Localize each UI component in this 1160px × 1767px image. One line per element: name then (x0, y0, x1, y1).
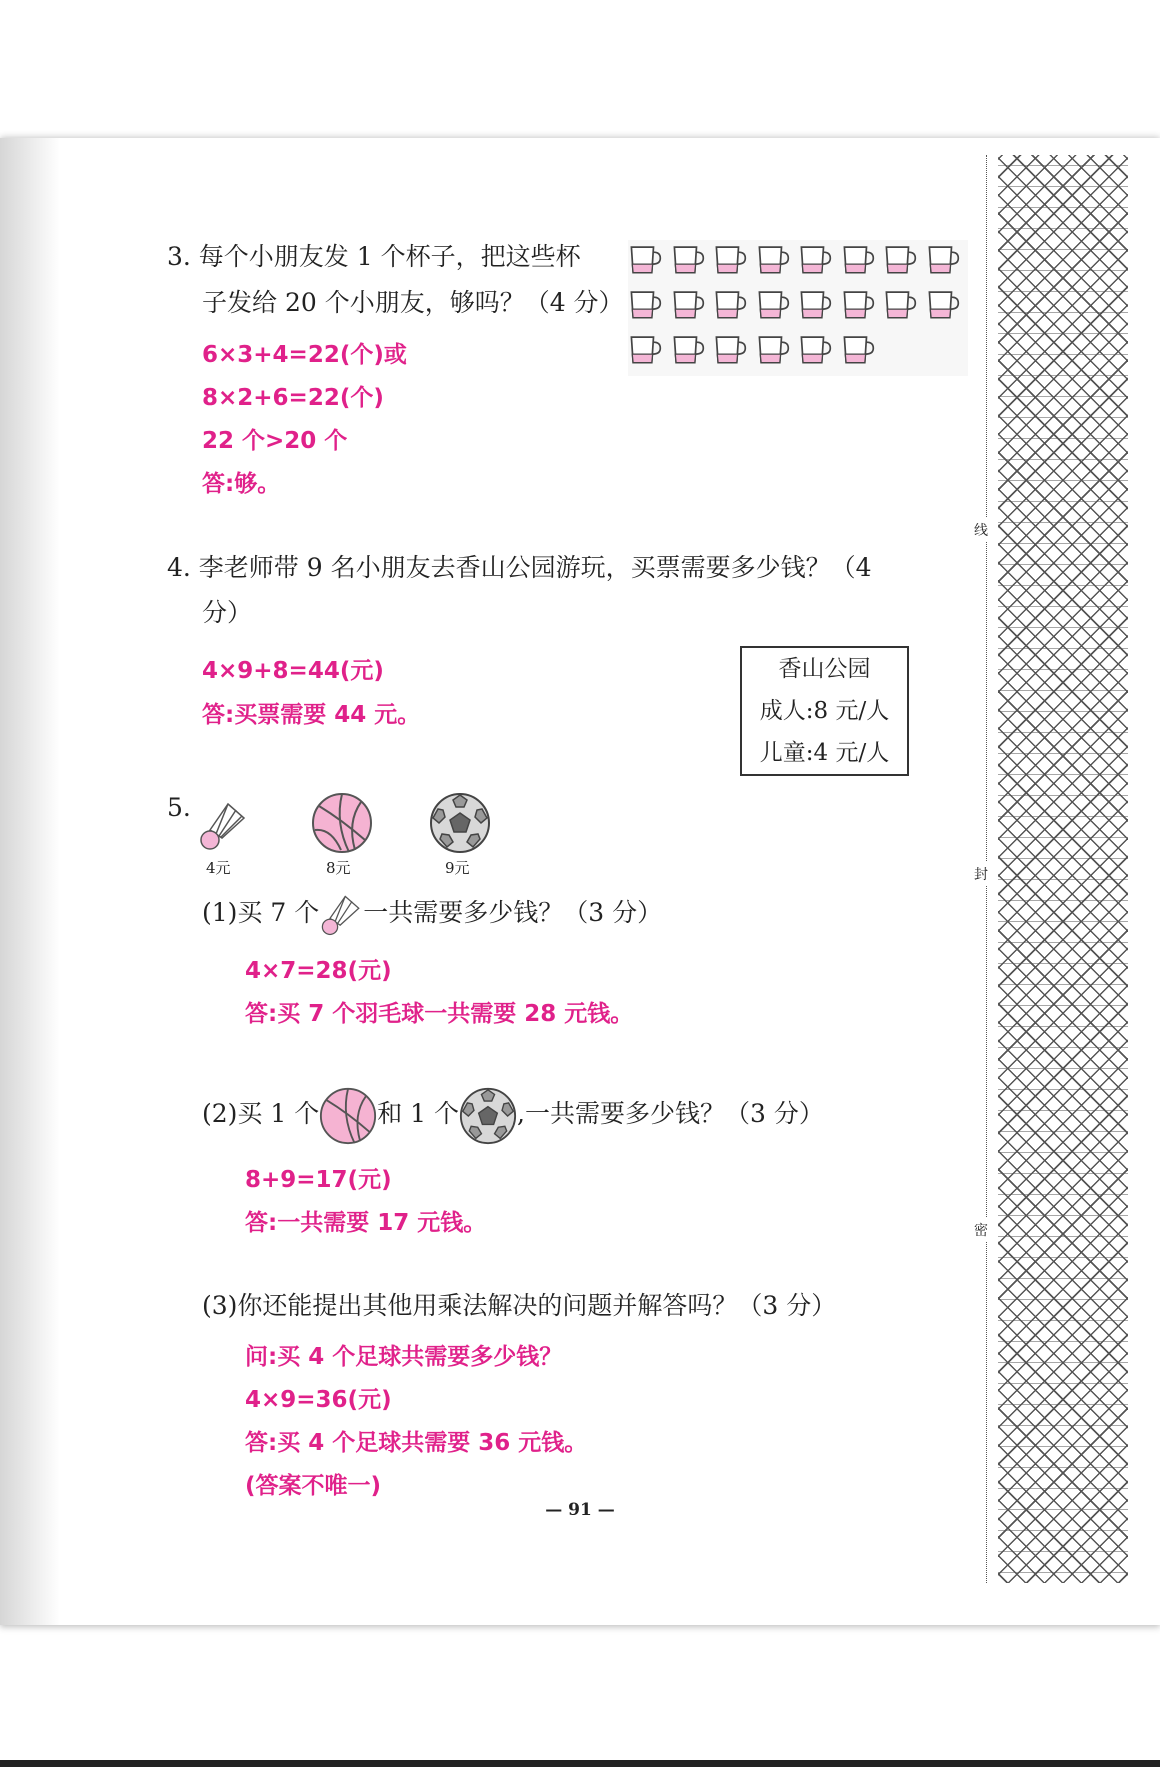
cup-icon (841, 242, 875, 276)
binding-char-feng: 封 (974, 862, 988, 886)
q5-part2-mid: 和 1 个 (377, 1099, 460, 1128)
screen-bottom-bar (0, 1760, 1160, 1767)
cup-icon (926, 287, 960, 321)
q5-number: 5. (167, 793, 191, 822)
q5-part2-question (202, 1086, 824, 1145)
page-number: — 91 — (545, 1500, 615, 1520)
cup-icon (883, 242, 917, 276)
q3-answer-3: 22 个>20 个 (202, 428, 348, 454)
basketball-icon (311, 792, 373, 854)
q5-part2-answer-1: 8+9=17(元) (245, 1167, 392, 1193)
shuttlecock-icon (319, 893, 363, 937)
basketball-price: 8元 (326, 859, 351, 877)
cup-icon (883, 287, 917, 321)
decorative-pattern-border (998, 155, 1128, 1583)
binding-char-xian: 线 (974, 518, 988, 542)
shuttlecock-icon (198, 800, 248, 852)
q5-part3-answer-3: 答:买 4 个足球共需要 36 元钱。 (245, 1430, 588, 1456)
q5-part1-post: 一共需要多少钱？（3 分） (363, 898, 663, 927)
cup-icon (841, 332, 875, 366)
q5-part3-answer-1: 问:买 4 个足球共需要多少钱？ (245, 1344, 563, 1370)
cups-illustration (628, 240, 968, 376)
ticket-title: 香山公园 (778, 656, 871, 682)
cup-icon (628, 242, 662, 276)
q5-part3-answer-2: 4×9=36(元) (245, 1387, 392, 1413)
soccer-ball-icon (429, 792, 491, 854)
q5-part2-pre: (2)买 1 个 (202, 1099, 320, 1128)
cup-icon (671, 332, 705, 366)
cup-icon (756, 287, 790, 321)
cup-icon (628, 332, 662, 366)
q3-answer-4: 答:够。 (202, 471, 281, 497)
q4-answer-2: 答:买票需要 44 元。 (202, 702, 421, 728)
q4-answer-1: 4×9+8=44(元) (202, 658, 384, 684)
q5-part1-pre: (1)买 7 个 (202, 898, 320, 927)
cup-icon (841, 287, 875, 321)
q4-text-line2: 分） (202, 598, 253, 627)
ticket-price-board (740, 646, 909, 776)
basketball-icon (319, 1087, 377, 1145)
q5-part1-question (202, 892, 662, 937)
soccer-ball-icon (459, 1087, 517, 1145)
ticket-child-price: 儿童:4 元/人 (759, 740, 890, 766)
q5-part3-question: (3)你还能提出其他用乘法解决的问题并解答吗？（3 分） (202, 1291, 837, 1320)
q5-part2-answer-2: 答:一共需要 17 元钱。 (245, 1210, 487, 1236)
q3-text-line2: 子发给 20 个小朋友，够吗？（4 分） (202, 288, 624, 317)
soccer-ball-price: 9元 (445, 859, 470, 877)
cup-icon (798, 242, 832, 276)
q3-answer-1: 6×3+4=22(个)或 (202, 342, 407, 368)
shuttlecock-price: 4元 (206, 859, 231, 877)
cup-icon (756, 332, 790, 366)
cup-icon (713, 332, 747, 366)
q3-text-line1: 3. 每个小朋友发 1 个杯子，把这些杯 (167, 242, 581, 271)
q5-part1-answer-1: 4×7=28(元) (245, 958, 392, 984)
cup-icon (713, 287, 747, 321)
ticket-adult-price: 成人:8 元/人 (759, 698, 890, 724)
q5-part3-answer-4: (答案不唯一) (245, 1473, 382, 1499)
cup-icon (756, 242, 790, 276)
cup-icon (713, 242, 747, 276)
cup-icon (671, 287, 705, 321)
q5-part2-post: ,一共需要多少钱？（3 分） (517, 1099, 824, 1128)
cup-icon (798, 332, 832, 366)
cup-icon (671, 242, 705, 276)
cup-icon (798, 287, 832, 321)
q5-part1-answer-2: 答:买 7 个羽毛球一共需要 28 元钱。 (245, 1001, 634, 1027)
q3-answer-2: 8×2+6=22(个) (202, 385, 384, 411)
page-shadow (0, 138, 60, 1625)
cup-icon (628, 287, 662, 321)
cup-icon (926, 242, 960, 276)
q4-text-line1: 4. 李老师带 9 名小朋友去香山公园游玩，买票需要多少钱？（4 (167, 553, 872, 582)
binding-char-mi: 密 (974, 1218, 988, 1242)
